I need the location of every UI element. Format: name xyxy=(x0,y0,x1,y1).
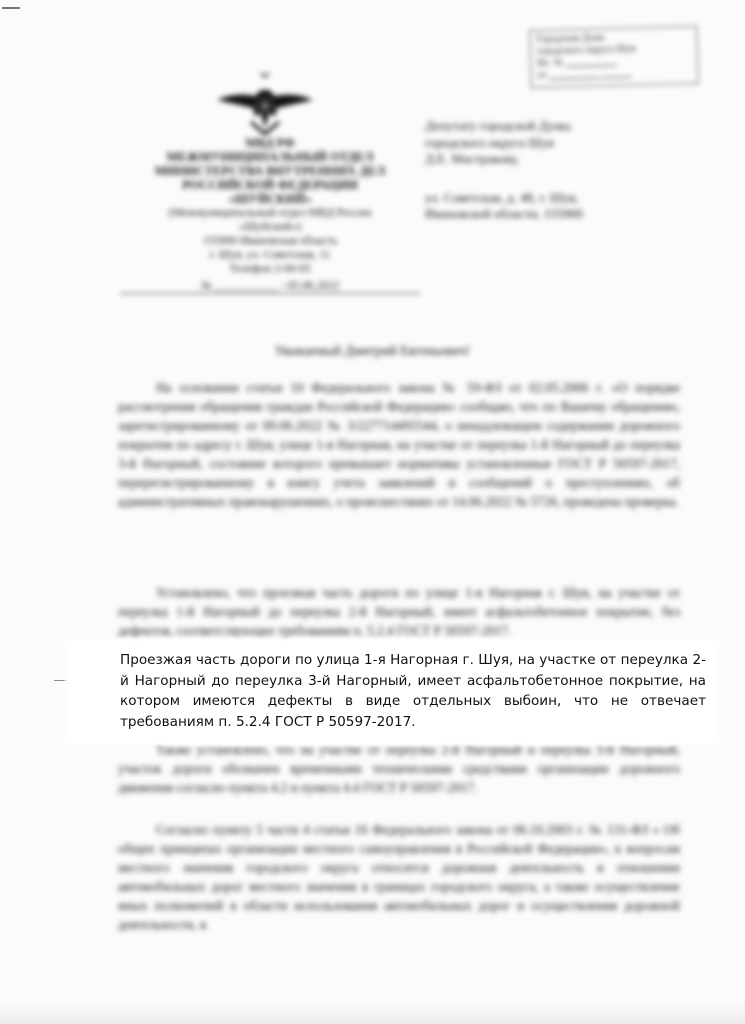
stamp-line: Городская Дума xyxy=(536,32,605,46)
addressee-line: Д.Е. Мастракову, xyxy=(425,151,520,166)
sender-line: 155900 Ивановская область xyxy=(202,235,338,247)
stamp-line: городского округа Шуя xyxy=(536,43,636,58)
org-line: РОССИЙСКОЙ ФЕДЕРАЦИИ xyxy=(182,178,358,192)
scan-mark xyxy=(2,7,20,9)
salutation: Уважаемый Дмитрий Евгеньевич! xyxy=(274,343,471,358)
inserted-text-block xyxy=(68,642,716,742)
addressee-line: Ивановской области, 155900 xyxy=(425,206,583,221)
eagle-emblem-icon xyxy=(215,70,315,136)
org-line: «ШУЙСКИЙ» xyxy=(228,192,312,206)
org-line: МЕЖМУНИЦИПАЛЬНЫЙ ОТДЕЛ xyxy=(166,150,374,164)
body-paragraph: На основании статьи 10 Федерального закона № 59-ФЗ от 02.05.2006 г. «О порядке рассмотрения обращения граждан Российской Федерации» сообщаю, что по Вашему обращению, зарегистрированному от 09.06.2022 № 3/227714495544, о ненадлежащем содержании дорожного покрытия по адресу г. Шуя, улице 1-я Нагорная, на участке от переулка 1-й Нагорный до переулка 3-й Нагорный, состояние которого превышает нормативы установленные ГОСТ Р 50597-2017, перерегистрированному в книгу учета заявлений и сообщений о преступлениях, об административных правонарушениях, о происшествиях от 14.06.2022 № 5726, проведена проверка. xyxy=(118,380,680,509)
addressee-line: Депутату городской Думы xyxy=(425,118,571,133)
page-bottom-edge xyxy=(0,1002,745,1024)
inserted-paragraph: Проезжая часть дороги по улица 1-я Нагорная г. Шуя, на участке от переулка 2-й Нагорный до переулка 3-й Нагорный, имеет асфальтобетонное покрытие, на котором имеются дефекты в виде отдельных выбоин, что не отвечает требованиям п. 5.2.4 ГОСТ Р 50597-2017. xyxy=(120,652,706,730)
stamp-line: от xyxy=(537,66,691,82)
registration-stamp xyxy=(529,26,698,88)
addressee-line: ул. Советская, д. 48, г. Шуя, xyxy=(425,189,579,205)
sender-line: г. Шуя, ул. Советская, 11 xyxy=(209,249,331,261)
addressee-block xyxy=(425,118,665,223)
body-paragraph: Установлено, что проезжая часть дороги по улице 1-я Нагорная г. Шуя, на участке от переулка 1-й Нагорный до переулка 2-й Нагорный, имеет асфальтобетонное покрытие, без дефектов, соответствующее требованиям п. 5.2.4 ГОСТ Р 50597-2017. xyxy=(118,585,680,638)
sender-line: «Шуйский») xyxy=(239,221,301,233)
body-paragraph: Также установлено, что на участке от переулка 2-й Нагорный и переулка 3-й Нагорный, участок дороги обозначен временными техническими средствами организации дорожного движения согласно пункта 4.2 и пункта 4.4 ГОСТ Р 50597-2017. xyxy=(118,742,680,795)
org-line: МИНИСТЕРСТВА ВНУТРЕННИХ ДЕЛ xyxy=(154,164,386,178)
org-line: МВД РФ xyxy=(245,136,295,150)
stamp-line: Вх. № xyxy=(537,54,691,70)
sender-block xyxy=(120,136,420,294)
addressee-line: городского округа Шуя xyxy=(425,134,554,150)
sender-line: Телефон 2-00-05 xyxy=(229,263,311,275)
body-paragraph: Согласно пункту 5 части 4 статьи 16 Федерального закона от 06.10.2003 г. № 131-ФЗ « Об общих принципах организации местного самоуправления в Российской Федерации», к вопросам местного значения городского округа относится дорожная деятельность в отношении автомобильных дорог местного значения в границах городского округа, а также осуществление иных полномочий в области использования автомобильных дорог и осуществления дорожной деятельности, в xyxy=(118,822,680,932)
paste-marker xyxy=(54,680,68,681)
outgoing-registration-number: № ___________ - 05.06.2022 xyxy=(120,280,420,294)
sender-line: (Межмуниципальный отдел МВД России xyxy=(168,207,372,219)
